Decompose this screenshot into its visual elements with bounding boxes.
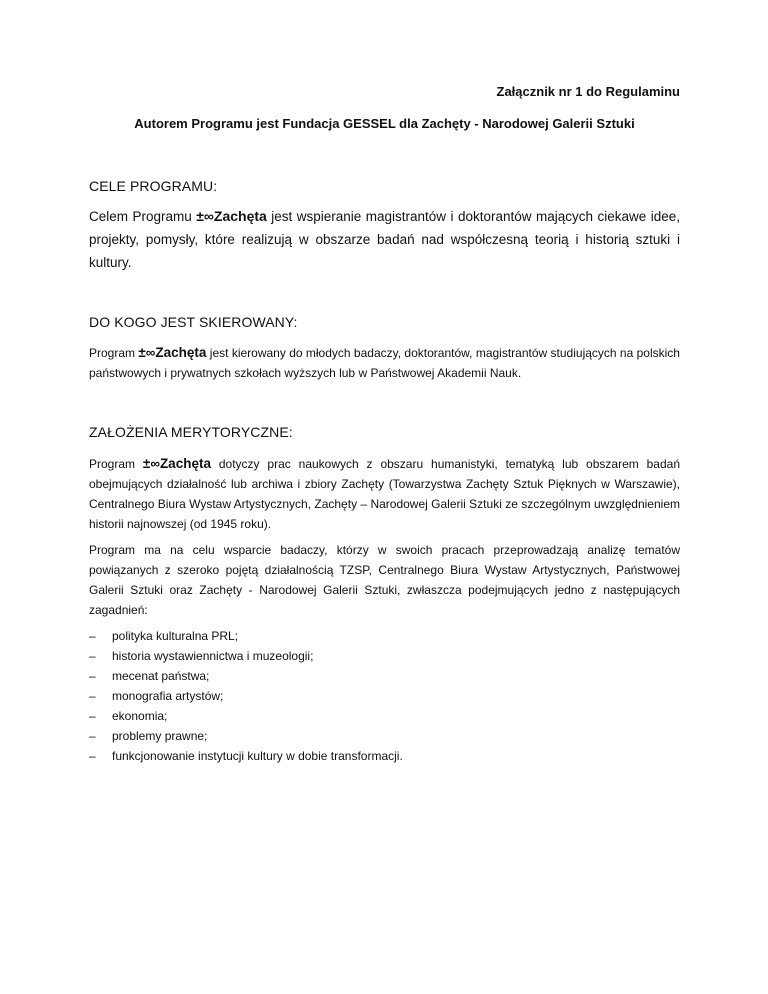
program-name: ±∞Zachęta <box>196 208 267 224</box>
list-item <box>89 706 403 726</box>
audience-heading: DO KOGO JEST SKIEROWANY: <box>89 314 298 330</box>
topic-label: funkcjonowanie instytucji kultury w dobie transformacji. <box>112 749 403 763</box>
list-item <box>89 626 403 646</box>
list-item <box>89 726 403 746</box>
list-item <box>89 666 403 686</box>
audience-text-after: jest kierowany do młodych badaczy, doktorantów, magistrantów studiujących na polskich państwowych i prywatnych szkołach wyższych lub w Państwowej Akademii Nauk. <box>89 346 680 380</box>
assumptions-heading: ZAŁOŻENIA MERYTORYCZNE: <box>89 424 293 440</box>
goals-paragraph <box>89 205 680 274</box>
topic-label: polityka kulturalna PRL; <box>112 629 239 643</box>
dash-bullet: – <box>89 649 96 663</box>
list-item <box>89 746 403 766</box>
topic-label: ekonomia; <box>112 709 168 723</box>
dash-bullet: – <box>89 689 96 703</box>
audience-text-before: Program <box>89 346 139 360</box>
topic-label: problemy prawne; <box>112 729 208 743</box>
program-name: ±∞Zachęta <box>142 456 211 471</box>
goals-heading: CELE PROGRAMU: <box>89 178 218 194</box>
goals-text-after: jest wspieranie magistrantów i doktorantów mających ciekawe idee, projekty, pomysły, które realizują w obszarze badań nad współczesną teorią i historią sztuki i kultury. <box>89 209 680 270</box>
topics-list <box>89 626 403 766</box>
annex-title: Załącznik nr 1 do Regulaminu <box>496 84 680 99</box>
topic-label: mecenat państwa; <box>112 669 210 683</box>
assumptions-paragraph-1 <box>89 454 680 534</box>
dash-bullet: – <box>89 629 96 643</box>
assumptions-text-after: dotyczy prac naukowych z obszaru humanistyki, tematyką lub obszarem badań obejmujących działalność lub archiwa i zbiory Zachęty (Towarzystwa Zachęty Sztuk Pięknych w Warszawie), Centralnego Biura Wystaw Artystycznych, Zachęty – Narodowej Galerii Sztuki ze szczególnym uwzględnieniem historii najnowszej (od 1945 roku). <box>89 457 680 531</box>
dash-bullet: – <box>89 709 96 723</box>
list-item <box>89 686 403 706</box>
list-item <box>89 646 403 666</box>
goals-text-before: Celem Programu <box>89 209 197 224</box>
topic-label: historia wystawiennictwa i muzeologii; <box>112 649 314 663</box>
dash-bullet: – <box>89 729 96 743</box>
assumptions-text-before: Program <box>89 457 143 471</box>
audience-paragraph <box>89 343 680 383</box>
dash-bullet: – <box>89 749 96 763</box>
program-name: ±∞Zachęta <box>138 345 207 360</box>
dash-bullet: – <box>89 669 96 683</box>
assumptions-paragraph-2: Program ma na celu wsparcie badaczy, którzy w swoich pracach przeprowadzają analizę tematów powiązanych z szeroko pojętą działalnością TZSP, Centralnego Biura Wystaw Artystycznych, Państwowej Galerii Sztuki oraz Zachęty - Narodowej Galerii Sztuki, zwłaszcza podejmujących jedno z następujących zagadnień: <box>89 543 680 617</box>
topic-label: monografia artystów; <box>112 689 224 703</box>
author-line: Autorem Programu jest Fundacja GESSEL dla Zachęty - Narodowej Galerii Sztuki <box>134 116 635 131</box>
